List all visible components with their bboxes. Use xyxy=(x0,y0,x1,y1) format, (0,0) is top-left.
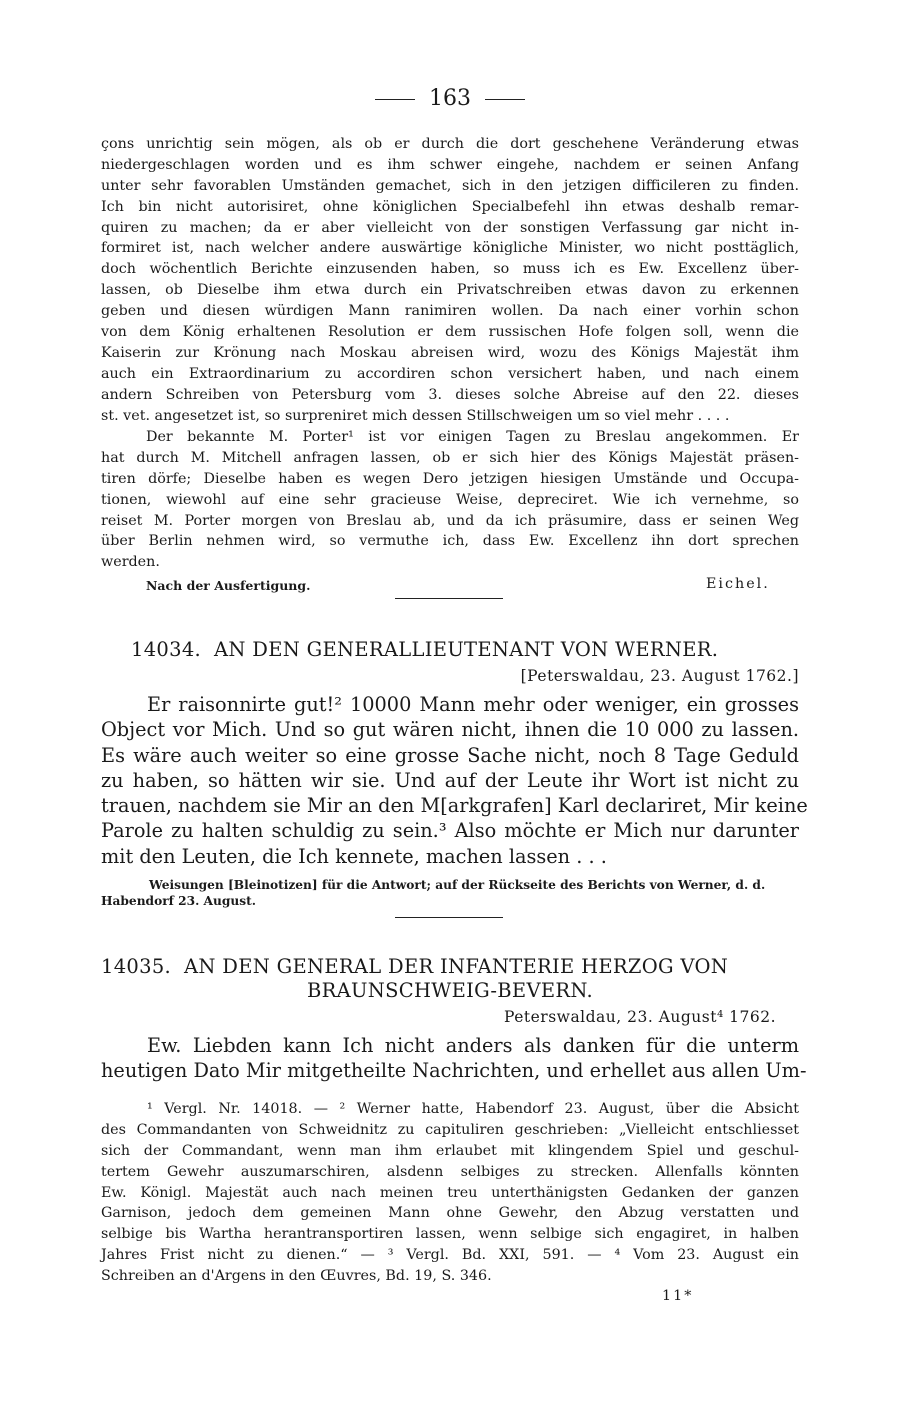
signature: Eichel. xyxy=(706,576,770,592)
text-line: quiren zu machen; da er aber vielleicht von der sonstigen Verfassung gar nicht in- xyxy=(101,219,799,236)
page-number: 163 xyxy=(429,86,471,111)
text-line: über Berlin nehmen wird, so vermuthe ich, dass Ew. Excellenz ihn dort sprechen xyxy=(101,533,799,550)
footnote-line: Schreiben an d'Argens in den Œuvres, Bd. 19, S. 346. xyxy=(101,1268,492,1285)
header-dash-right xyxy=(485,99,525,100)
section-divider xyxy=(395,598,503,599)
letter-addressee: AN DEN GENERAL DER INFANTERIE HERZOG VON xyxy=(184,955,729,978)
text-line: Kaiserin zur Krönung nach Moskau abreisen wird, wozu des Königs Majestät ihm xyxy=(101,344,799,361)
letter-number: 14034. xyxy=(131,638,202,661)
footnote-line: tertem Gewehr auszumarschiren, alsdenn selbiges zu strecken. Allenfalls könnten xyxy=(101,1163,799,1180)
signature-mark: 11* xyxy=(662,1288,694,1304)
text-line: unter sehr favorablen Umständen gemachet, sich in den jetzigen difficileren zu finden. xyxy=(101,177,799,194)
letter-number: 14035. xyxy=(101,955,172,978)
letter-heading-14034 xyxy=(131,638,718,661)
text-line: reiset M. Porter morgen von Breslau ab, und da ich präsumire, dass er seinen Weg xyxy=(101,512,799,529)
text-line: çons unrichtig sein mögen, als ob er durch die dort geschehene Veränderung etwas xyxy=(101,136,799,152)
source-note: Nach der Ausfertigung. xyxy=(146,578,311,593)
footnote-line: sich der Commandant, wenn man ihm erlaubet mit klingendem Spiel und geschul- xyxy=(101,1142,799,1159)
text-line: andern Schreiben von Petersburg vom 3. dieses solche Abreise auf den 22. dieses xyxy=(101,386,799,403)
text-line: heutigen Dato Mir mitgetheilte Nachrichten, und erhellet aus allen Um- xyxy=(101,1059,807,1083)
text-line: Parole zu halten schuldig zu sein.³ Also möchte er Mich nur darunter xyxy=(101,819,799,843)
text-line: doch wöchentlich Berichte einzusenden haben, so muss ich es Ew. Excellenz über- xyxy=(101,261,799,278)
editorial-note xyxy=(101,877,799,909)
text-line: hat durch M. Mitchell anfragen lassen, ob er sich hier des Königs Majestät präsen- xyxy=(101,449,799,466)
text-line: von dem König erhaltenen Resolution er dem russischen Hofe folgen soll, wenn die xyxy=(101,324,799,341)
prev-letter-paragraph-2 xyxy=(101,427,799,573)
text-line: Er raisonnirte gut!² 10000 Mann mehr oder weniger, ein grosses xyxy=(147,693,799,716)
header-dash-left xyxy=(375,99,415,100)
page-header xyxy=(0,86,900,111)
text-line: werden. xyxy=(101,554,160,571)
text-line: Es wäre auch weiter so eine grosse Sache nicht, noch 8 Tage Geduld xyxy=(101,743,799,767)
letter-heading-14035 xyxy=(101,955,728,978)
letter-body-14034 xyxy=(101,692,808,869)
place-date: Peterswaldau, 23. August⁴ 1762. xyxy=(504,1008,776,1026)
text-line: Object vor Mich. Und so gut wären nicht, ihnen die 10 000 zu lassen. xyxy=(101,718,799,742)
text-line: Der bekannte M. Porter¹ ist vor einigen Tagen zu Breslau angekommen. Er xyxy=(146,429,799,445)
letter-addressee: AN DEN GENERALLIEUTENANT VON WERNER. xyxy=(214,638,719,661)
text-line: auch ein Extraordinarium zu accordiren schon versichert haben, und nach einem xyxy=(101,365,799,382)
letter-heading-14035-line2: BRAUNSCHWEIG-BEVERN. xyxy=(307,979,593,1002)
footnote-line: selbige bis Wartha herantransportiren lassen, wenn selbige sich engagiret, in halben xyxy=(101,1226,799,1243)
footnote-line: Garnison, jedoch dem gemeinen Mann ohne Gewehr, den Abzug verstatten und xyxy=(101,1205,799,1222)
text-line: formiret ist, nach welcher andere auswärtige königliche Minister, wo nicht posttäglich, xyxy=(101,240,799,257)
section-divider xyxy=(395,917,503,918)
text-line: tiren dörfe; Dieselbe haben es wegen Dero jetzigen hiesigen Umstände und Occupa- xyxy=(101,470,799,487)
footnote-line: des Commandanten von Schweidnitz zu capituliren geschrieben: „Vielleicht entschliesset xyxy=(101,1121,799,1138)
footnotes xyxy=(101,1099,799,1287)
footnote-line: Ew. Königl. Majestät auch nach meinen treu unterthänigsten Gedanken der ganzen xyxy=(101,1184,799,1201)
text-line: st. vet. angesetzet ist, so surpreniret mich dessen Stillschweigen um so viel mehr . . . . xyxy=(101,407,730,424)
place-date: [Peterswaldau, 23. August 1762.] xyxy=(520,667,799,685)
text-line: mit den Leuten, die Ich kennete, machen lassen . . . xyxy=(101,844,607,868)
prev-letter-paragraph-1 xyxy=(101,134,799,426)
footnote-line: ¹ Vergl. Nr. 14018. — ² Werner hatte, Habendorf 23. August, über die Absicht xyxy=(147,1101,799,1117)
text-line: tionen, wiewohl auf eine sehr gracieuse Weise, depreciret. Wie ich vernehme, so xyxy=(101,491,799,508)
text-line: zu haben, so hätten wir sie. Und auf der Leute ihr Wort ist nicht zu xyxy=(101,768,799,792)
letter-body-14035 xyxy=(101,1033,807,1084)
note-line: Weisungen [Bleinotizen] für die Antwort; auf der Rückseite des Berichts von Werner, d. d. xyxy=(149,878,766,892)
note-line: Habendorf 23. August. xyxy=(101,894,256,908)
text-line: lassen, ob Dieselbe ihm etwa durch ein Privatschreiben etwas davon zu erkennen xyxy=(101,282,799,299)
footnote-line: Jahres Frist nicht zu dienen.“ — ³ Vergl. Bd. XXI, 591. — ⁴ Vom 23. August ein xyxy=(101,1247,799,1264)
text-line: niedergeschlagen worden und es ihm schwer eingehe, nachdem er seinen Anfang xyxy=(101,156,799,173)
text-line: trauen, nachdem sie Mir an den M[arkgrafen] Karl declariret, Mir keine xyxy=(101,794,808,818)
text-line: Ich bin nicht autorisiret, ohne königlichen Specialbefehl ihn etwas deshalb remar- xyxy=(101,198,799,215)
text-line: Ew. Liebden kann Ich nicht anders als danken für die unterm xyxy=(147,1034,799,1057)
text-line: geben und diesen würdigen Mann ranimiren wollen. Da nach einer vorhin schon xyxy=(101,303,799,320)
